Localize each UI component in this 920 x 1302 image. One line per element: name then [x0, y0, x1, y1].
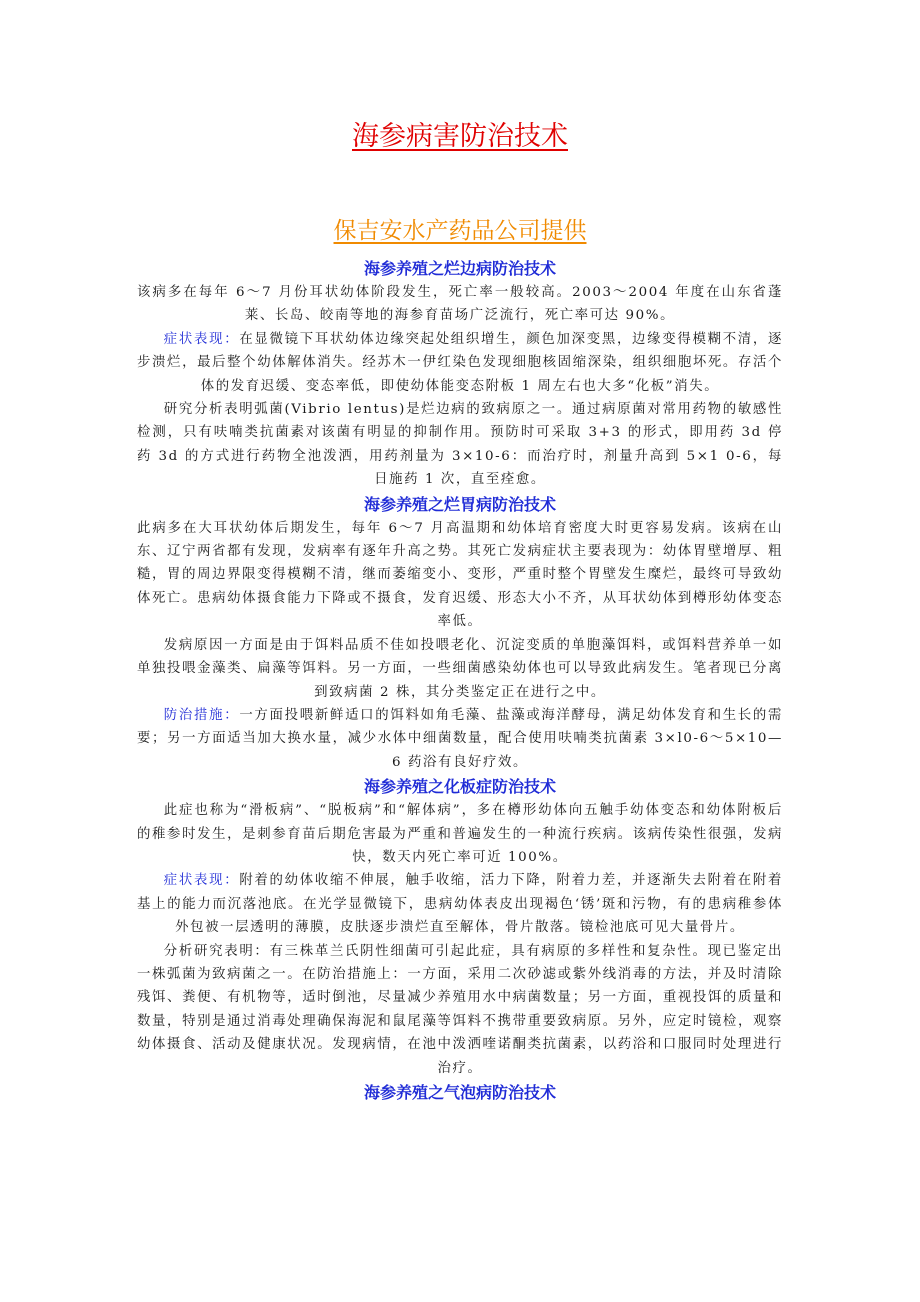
document-title: 海参病害防治技术 [352, 121, 568, 152]
paragraph: 此症也称为“滑板病”、“脱板病”和“解体病”，多在樽形幼体向五触手幼体变态和幼体附板后的稚参时发生，是刺参育苗后期危害最为严重和普遍发生的一种流行疾病。该病传染性很强，发病快，数天内死亡率可近 100%。 [137, 803, 783, 865]
treatment-label: 防治措施： [163, 707, 240, 723]
symptom-label: 症状表现： [163, 873, 240, 889]
section-heading-lanbian: 海参养殖之烂边病防治技术 [363, 259, 556, 278]
paragraph: 该病多在每年 6～7 月份耳状幼体阶段发生，死亡率一般较高。2003～2004 年度在山东省蓬莱、长岛、皎南等地的海参育苗场广泛流行，死亡率可达 90%。 [137, 285, 783, 324]
paragraph: 发病原因一方面是由于饵料品质不佳如投喂老化、沉淀变质的单胞藻饵料，或饵料营养单一如单独投喂金藻类、扁藻等饵料。另一方面，一些细菌感染幼体也可以导致此病发生。笔者现已分离到致病菌 2 株，其分类鉴定正在进行之中。 [137, 637, 783, 700]
section-heading-huaban: 海参养殖之化板症防治技术 [363, 777, 556, 797]
paragraph: 症状表现：附着的幼体收缩不伸展，触手收缩，活力下降，附着力差，并逐渐失去附着在附着基上的能力而沉落池底。在光学显微镜下，患病幼体表皮出现褐色‘锈’斑和污物，有的患病稚参体外包被一层透明的薄膜，皮肤逐步溃烂直至解体，骨片散落。镜检池底可见大量骨片。 [137, 873, 783, 936]
document-subtitle: 保吉安水产药品公司提供 [333, 218, 587, 244]
paragraph: 研究分析表明弧菌(Vibrio lentus)是烂边病的致病原之一。通过病原菌对常用药物的敏感性检测，只有呋喃类抗菌素对该菌有明显的抑制作用。预防时可采取 3+3 的形式，即用药 3d 停药 3d 的方式进行药物全池泼洒，用药剂量为 3×10-6：而治疗时，剂量升高到 5×1 0-6，每日施药 1 次，直至痊愈。 [137, 402, 783, 488]
paragraph: 此病多在大耳状幼体后期发生，每年 6～7 月高温期和幼体培育密度大时更容易发病。该病在山东、辽宁两省都有发现，发病率有逐年升高之势。其死亡发病症状主要表现为：幼体胃壁增厚、粗糙，胃的周边界限变得模糊不清，继而萎缩变小、变形，严重时整个胃壁发生糜烂，最终可导致幼体死亡。患病幼体摄食能力下降或不摄食，发育迟缓、形态大小不齐，从耳状幼体到樽形幼体变态率低。 [137, 520, 783, 630]
symptom-label: 症状表现： [163, 331, 240, 347]
paragraph: 症状表现：在显微镜下耳状幼体边缘突起处组织增生，颜色加深变黑，边缘变得模糊不清，逐步溃烂，最后整个幼体解体消失。经苏木一伊红染色发现细胞核固缩深染，组织细胞坏死。存活个体的发育迟缓、变态率低，即使幼体能变态附板 1 周左右也大多“化板”消失。 [137, 331, 783, 394]
paragraph: 防治措施：一方面投喂新鲜适口的饵料如角毛藻、盐藻或海洋酵母，满足幼体发育和生长的需要；另一方面适当加大换水量，减少水体中细菌数量，配合使用呋喃类抗菌素 3×l0-6～5×10—6 药浴有良好疗效。 [137, 707, 783, 770]
paragraph: 分析研究表明：有三株革兰氏阴性细菌可引起此症，具有病原的多样性和复杂性。现已鉴定出一株弧菌为致病菌之一。在防治措施上：一方面，采用二次砂滤或紫外线消毒的方法，并及时清除残饵、粪便、有机物等，适时倒池，尽量减少养殖用水中病菌数量；另一方面，重视投饵的质量和数量，特别是通过消毒处理确保海泥和鼠尾藻等饵料不携带重要致病原。另外，应定时镜检，观察幼体摄食、活动及健康状况。发现病情，在池中泼洒喹诺酮类抗菌素，以药浴和口服同时处理进行治疗。 [137, 943, 783, 1076]
document-body [137, 256, 783, 1105]
section-heading-qipao: 海参养殖之气泡病防治技术 [363, 1083, 556, 1102]
section-heading-lanwei: 海参养殖之烂胃病防治技术 [363, 494, 556, 514]
